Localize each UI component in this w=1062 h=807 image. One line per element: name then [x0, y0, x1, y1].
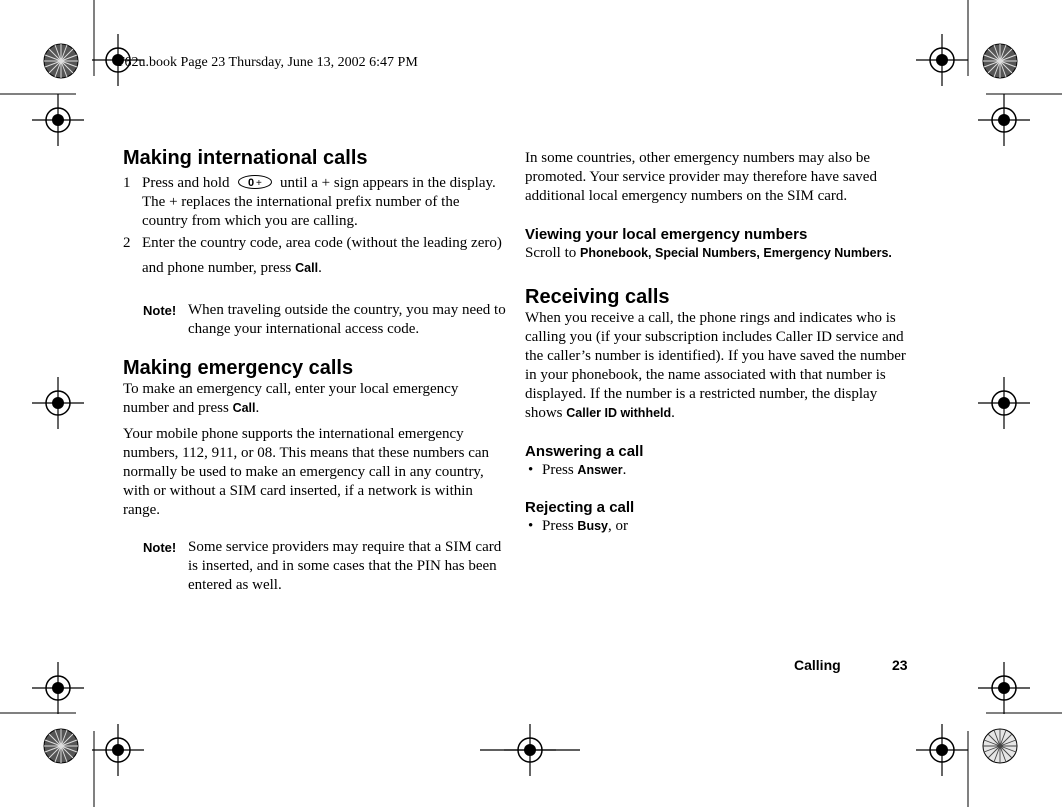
note-label: Note! [143, 540, 177, 555]
svg-text:+: + [256, 178, 263, 189]
receiving-end: . [671, 405, 675, 421]
intl-steps-list [123, 174, 507, 281]
page-number: 23 [892, 657, 908, 673]
emergency-paragraph-2: Your mobile phone supports the international emergency numbers, 112, 911, or 08. This means that these numbers can normally be used to make an emergency call in any country, with or without a SIM card inserted, if a network is within range. [123, 426, 490, 518]
step-text-post: . [318, 260, 322, 276]
receiving-paragraph [525, 309, 915, 423]
busy-key-label: Busy [577, 519, 608, 533]
caller-id-withheld-label: Caller ID withheld [566, 406, 672, 420]
bullet: • [528, 518, 534, 534]
note-text: Some service providers may require that a SIM card is inserted, and in some cases that the PIN has been entered as well. [188, 539, 502, 593]
call-key-label: Call [295, 261, 319, 275]
note-sim-pin [123, 538, 507, 595]
receiving-text: When you receive a call, the phone rings and indicates who is calling you (if your subscription includes Caller ID service and the caller’s number is identified). If you have saved the number in your phonebook, the name associated with that number is displayed. If the number is a restricted number, the display shows [525, 310, 906, 421]
emergency-p1-text: To make an emergency call, enter your local emergency number and press [123, 381, 459, 416]
step-number: 2 [123, 235, 131, 251]
left-column [123, 146, 507, 595]
step-number: 1 [123, 175, 131, 191]
list-text-pre: Press [542, 462, 574, 478]
note-intl-access [123, 301, 507, 339]
intl-calls-heading: Making international calls [123, 147, 368, 169]
list-item [525, 461, 915, 480]
note-label: Note! [143, 303, 177, 318]
view-emergency-heading: Viewing your local emergency numbers [525, 226, 808, 243]
rejecting-heading: Rejecting a call [525, 499, 635, 516]
view-emergency-pre: Scroll to [525, 245, 577, 261]
emergency-calls-heading: Making emergency calls [123, 357, 354, 379]
rejecting-list [525, 517, 915, 536]
zero-plus-key-icon [237, 174, 273, 190]
step-text-post: until a + sign appears in the display. The + replaces the international prefix number of the country from which you are calling. [142, 175, 496, 229]
list-item [525, 517, 915, 536]
step-item [123, 174, 507, 231]
view-emergency-paragraph [525, 244, 915, 263]
book-header: T62u.book Page 23 Thursday, June 13, 2002 6:47 PM [116, 55, 418, 70]
emergency-p1-end: . [255, 400, 260, 416]
emergency-intro-paragraph: In some countries, other emergency numbers may also be promoted. Your service provider may therefore have saved additional local emergency numbers on the SIM card. [525, 150, 877, 204]
step-text-pre: Enter the country code, area code (without the leading zero) and phone number, press [142, 235, 502, 276]
answering-heading: Answering a call [525, 443, 644, 460]
note-text: When traveling outside the country, you may need to change your international access code. [188, 302, 506, 337]
list-text-post: . [622, 462, 627, 478]
footer-section-title: Calling [794, 657, 841, 673]
answer-key-label: Answer [577, 463, 623, 477]
step-item [123, 231, 507, 281]
list-text-post: , or [608, 518, 628, 534]
call-key-label: Call [232, 401, 256, 415]
receiving-calls-heading: Receiving calls [525, 286, 670, 308]
emergency-paragraph-1 [123, 380, 507, 418]
menu-path-label: Phonebook, Special Numbers, Emergency Numbers. [580, 246, 892, 260]
right-column [525, 149, 915, 536]
bullet: • [528, 462, 534, 478]
answering-list [525, 461, 915, 480]
svg-text:0: 0 [248, 177, 255, 189]
step-text-pre: Press and hold [142, 175, 230, 191]
list-text-pre: Press [542, 518, 574, 534]
